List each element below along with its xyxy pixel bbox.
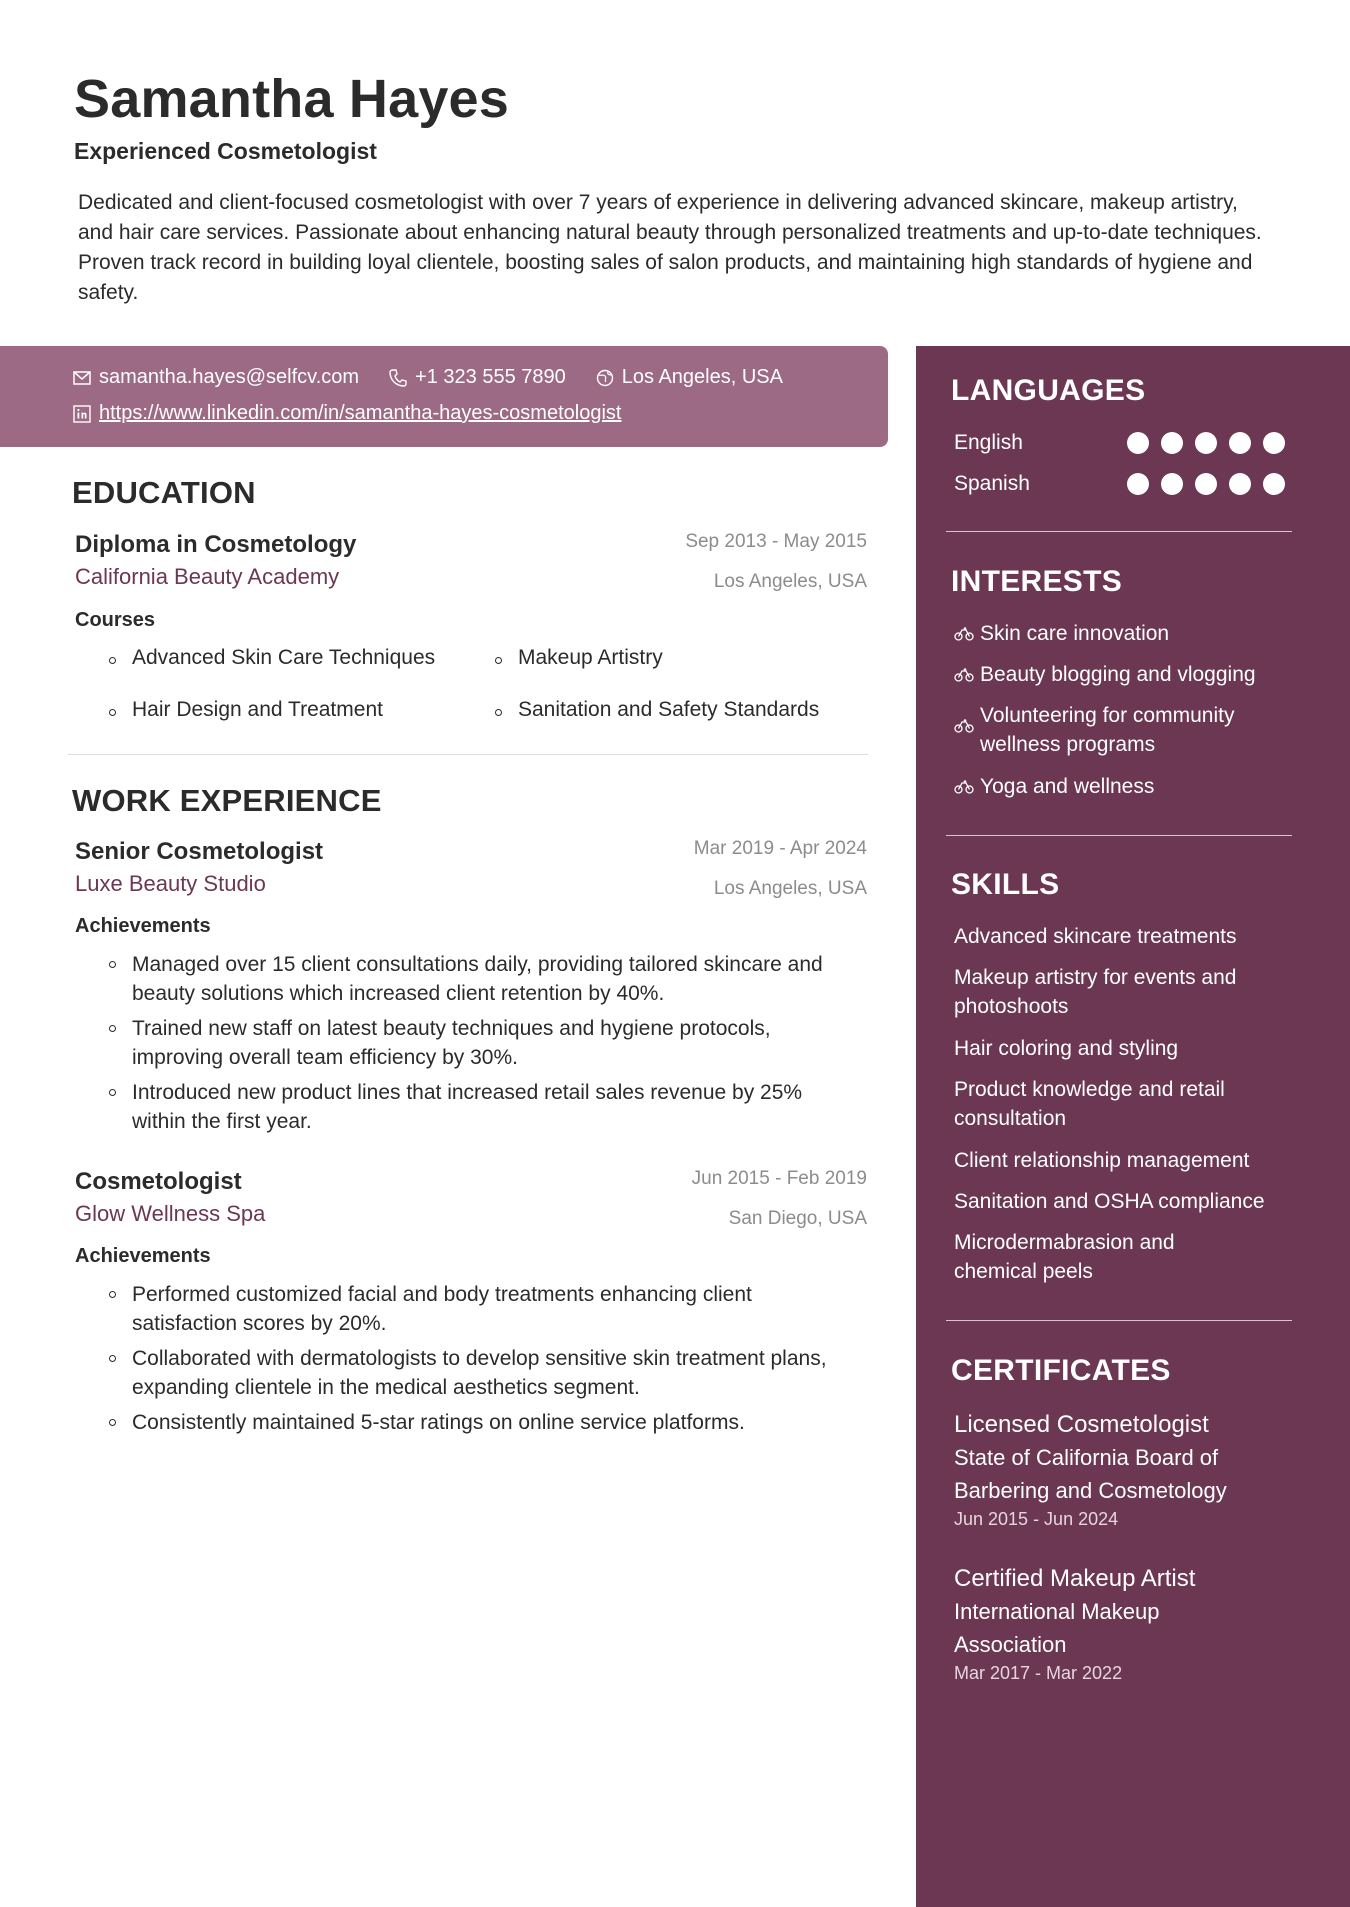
bullet-icon	[109, 709, 116, 716]
degree-title: Diploma in Cosmetology	[75, 531, 357, 558]
list-item: Consistently maintained 5-star ratings on online service platforms.	[100, 1408, 860, 1437]
contact-linkedin[interactable]	[73, 402, 621, 425]
job-location: San Diego, USA	[728, 1208, 867, 1229]
contact-email[interactable]	[73, 366, 359, 389]
bullet-icon	[495, 709, 502, 716]
job-dates: Mar 2019 - Apr 2024	[693, 838, 867, 859]
job-title: Senior Cosmetologist	[75, 838, 324, 865]
bicycle-icon	[954, 719, 974, 733]
location-text: Los Angeles, USA	[621, 366, 783, 388]
rating-dot-icon	[1229, 432, 1251, 454]
education-location: Los Angeles, USA	[713, 571, 867, 592]
list-item: Introduced new product lines that increased retail sales revenue by 25% within the first year.	[100, 1078, 860, 1136]
profile-summary: Dedicated and client-focused cosmetologist with over 7 years of experience in delivering advanced skincare, makeup artistry, and hair care services. Passionate about enhancing natural beauty through personalized treatments and up-to-date techniques. Proven track record in building loyal clientele, boosting sales of salon products, and maintaining high standards of hygiene and safety.	[78, 191, 1262, 304]
education-heading: EDUCATION	[72, 475, 256, 510]
email-text: samantha.hayes@selfcv.com	[99, 366, 360, 388]
job-title: Cosmetologist	[75, 1168, 242, 1195]
courses-label: Courses	[75, 609, 156, 631]
rating-dot-icon	[1229, 473, 1251, 495]
phone-text: +1 323 555 7890	[415, 366, 566, 388]
company-name: Luxe Beauty Studio	[75, 871, 266, 896]
school-name: California Beauty Academy	[75, 564, 340, 589]
rating-dot-icon	[1263, 473, 1285, 495]
rating-dot-icon	[1161, 473, 1183, 495]
rating-dot-icon	[1195, 473, 1217, 495]
interests-heading: INTERESTS	[951, 565, 1123, 598]
skill-item: Makeup artistry for events and photoshoots	[954, 966, 1237, 1018]
achievements-label: Achievements	[75, 915, 211, 937]
interest-item: Beauty blogging and vlogging	[954, 660, 1256, 689]
certificate-title: Certified Makeup Artist	[954, 1565, 1196, 1592]
achievements-list	[100, 1280, 860, 1443]
skill-item: Sanitation and OSHA compliance	[954, 1190, 1265, 1213]
certificate-org: International Makeup Association	[954, 1599, 1160, 1657]
bicycle-icon	[954, 780, 974, 794]
contact-location	[596, 366, 783, 389]
list-item: Performed customized facial and body treatments enhancing client satisfaction scores by 20%.	[100, 1280, 860, 1338]
bicycle-icon	[954, 668, 974, 682]
course-item: Hair Design and Treatment	[100, 698, 383, 722]
rating-dot-icon	[1161, 432, 1183, 454]
skill-item: Advanced skincare treatments	[954, 925, 1237, 948]
skill-item: Client relationship management	[954, 1149, 1250, 1172]
skill-item: Product knowledge and retail consultation	[954, 1078, 1225, 1130]
linkedin-link[interactable]: https://www.linkedin.com/in/samantha-hayes-cosmetologist	[99, 402, 622, 424]
contact-phone[interactable]	[389, 366, 566, 389]
envelope-icon	[73, 371, 91, 385]
skills-heading: SKILLS	[951, 868, 1060, 901]
section-divider	[68, 754, 868, 755]
section-divider	[946, 835, 1292, 836]
certificate-dates: Mar 2017 - Mar 2022	[954, 1663, 1123, 1683]
globe-icon	[596, 369, 614, 387]
language-rating	[1127, 473, 1297, 495]
course-item: Advanced Skin Care Techniques	[100, 646, 435, 670]
contact-bar	[0, 346, 888, 447]
candidate-name: Samantha Hayes	[74, 69, 510, 129]
rating-dot-icon	[1127, 432, 1149, 454]
sidebar	[916, 346, 1350, 1907]
language-name: Spanish	[954, 472, 1030, 495]
bullet-icon	[109, 657, 116, 664]
skill-item: Microdermabrasion and chemical peels	[954, 1231, 1175, 1283]
certificate-title: Licensed Cosmetologist	[954, 1411, 1209, 1438]
languages-heading: LANGUAGES	[951, 374, 1146, 407]
achievements-list	[100, 950, 860, 1142]
course-item: Sanitation and Safety Standards	[486, 698, 819, 722]
job-dates: Jun 2015 - Feb 2019	[691, 1168, 867, 1189]
linkedin-icon	[73, 405, 91, 423]
list-item: Trained new staff on latest beauty techniques and hygiene protocols, improving overall team efficiency by 30%.	[100, 1014, 860, 1072]
rating-dot-icon	[1127, 473, 1149, 495]
interest-item: Skin care innovation	[954, 619, 1169, 648]
course-item: Makeup Artistry	[486, 646, 663, 670]
certificate-dates: Jun 2015 - Jun 2024	[954, 1509, 1119, 1529]
section-divider	[946, 1320, 1292, 1321]
rating-dot-icon	[1263, 432, 1285, 454]
rating-dot-icon	[1195, 432, 1217, 454]
bullet-icon	[495, 657, 502, 664]
candidate-title: Experienced Cosmetologist	[74, 138, 377, 164]
language-rating	[1127, 432, 1297, 454]
certificate-org: State of California Board of Barbering and Cosmetology	[954, 1445, 1227, 1503]
company-name: Glow Wellness Spa	[75, 1201, 266, 1226]
list-item: Collaborated with dermatologists to develop sensitive skin treatment plans, expanding clientele in the medical aesthetics segment.	[100, 1344, 860, 1402]
interest-item: Volunteering for community wellness programs	[954, 701, 1294, 759]
list-item: Managed over 15 client consultations daily, providing tailored skincare and beauty solutions which increased client retention by 40%.	[100, 950, 860, 1008]
job-location: Los Angeles, USA	[713, 878, 867, 899]
bicycle-icon	[954, 627, 974, 641]
certificates-heading: CERTIFICATES	[951, 1354, 1171, 1387]
interest-item: Yoga and wellness	[954, 772, 1154, 801]
skill-item: Hair coloring and styling	[954, 1037, 1179, 1060]
section-divider	[946, 531, 1292, 532]
education-dates: Sep 2013 - May 2015	[685, 531, 867, 552]
achievements-label: Achievements	[75, 1245, 211, 1267]
language-name: English	[954, 431, 1023, 454]
phone-icon	[389, 369, 407, 387]
work-experience-heading: WORK EXPERIENCE	[72, 783, 382, 818]
